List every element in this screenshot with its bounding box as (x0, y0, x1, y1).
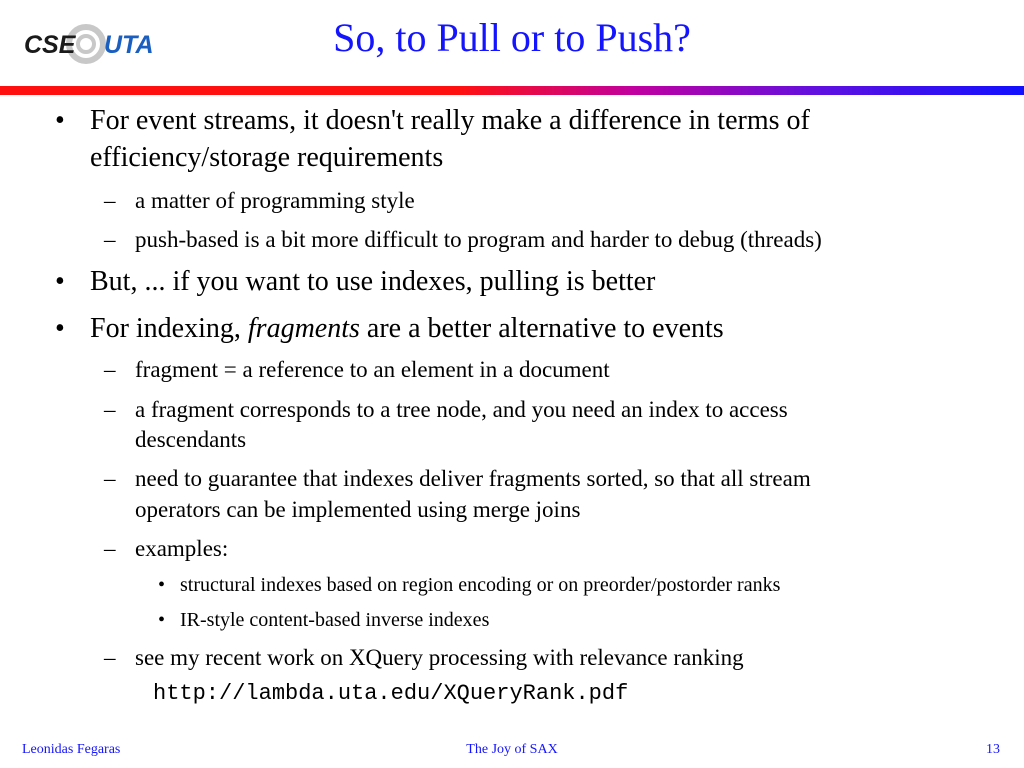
sub-bullet-text: operators can be implemented using merge joins (135, 497, 581, 522)
slide-title: So, to Pull or to Push? (333, 15, 691, 60)
dash-marker: – (104, 645, 116, 670)
dash-marker: – (104, 397, 116, 422)
sub-bullet-text: descendants (135, 427, 247, 452)
dash-marker: – (104, 466, 116, 491)
bullet-text: For indexing, fragments are a better alternative to events (90, 313, 724, 344)
sub-bullet-text: examples: (135, 536, 229, 561)
dash-marker: – (104, 188, 116, 213)
title-divider (0, 86, 1024, 95)
sub-bullet-text: fragment = a reference to an element in a document (135, 357, 610, 382)
xqueryrank-link[interactable]: http://lambda.uta.edu/XQueryRank.pdf (153, 681, 629, 706)
dash-marker: – (104, 357, 116, 382)
footer-page-number: 13 (986, 742, 1000, 757)
sub-bullet-text: a matter of programming style (135, 188, 415, 213)
dash-marker: – (104, 536, 116, 561)
sub-bullet-text: need to guarantee that indexes deliver fragments sorted, so that all stream (135, 466, 811, 491)
bullet-marker: • (158, 574, 166, 596)
bullet-text: But, ... if you want to use indexes, pulling is better (90, 266, 656, 297)
footer-author: Leonidas Fegaras (22, 742, 121, 757)
italic-fragments: fragments (247, 313, 360, 344)
bullet-marker: • (158, 609, 166, 631)
dash-marker: – (104, 227, 116, 252)
logo-text-uta: UTA (104, 31, 154, 59)
sub-sub-bullet-text: structural indexes based on region encoding or on preorder/postorder ranks (180, 574, 781, 596)
bullet-text: For event streams, it doesn't really make a difference in terms of (90, 105, 810, 136)
sub-sub-bullet-text: IR-style content-based inverse indexes (180, 609, 490, 631)
bullet-text: efficiency/storage requirements (90, 142, 444, 173)
footer-course: The Joy of SAX (466, 742, 558, 757)
bullet-marker: • (55, 266, 65, 297)
bullet-marker: • (55, 105, 65, 136)
sub-bullet-text: push-based is a bit more difficult to program and harder to debug (threads) (135, 227, 822, 252)
sub-bullet-text: a fragment corresponds to a tree node, and you need an index to access (135, 397, 788, 422)
sub-bullet-text: see my recent work on XQuery processing with relevance ranking (135, 645, 744, 670)
bullet-marker: • (55, 313, 65, 344)
logo-text-cse: CSE (24, 31, 76, 59)
